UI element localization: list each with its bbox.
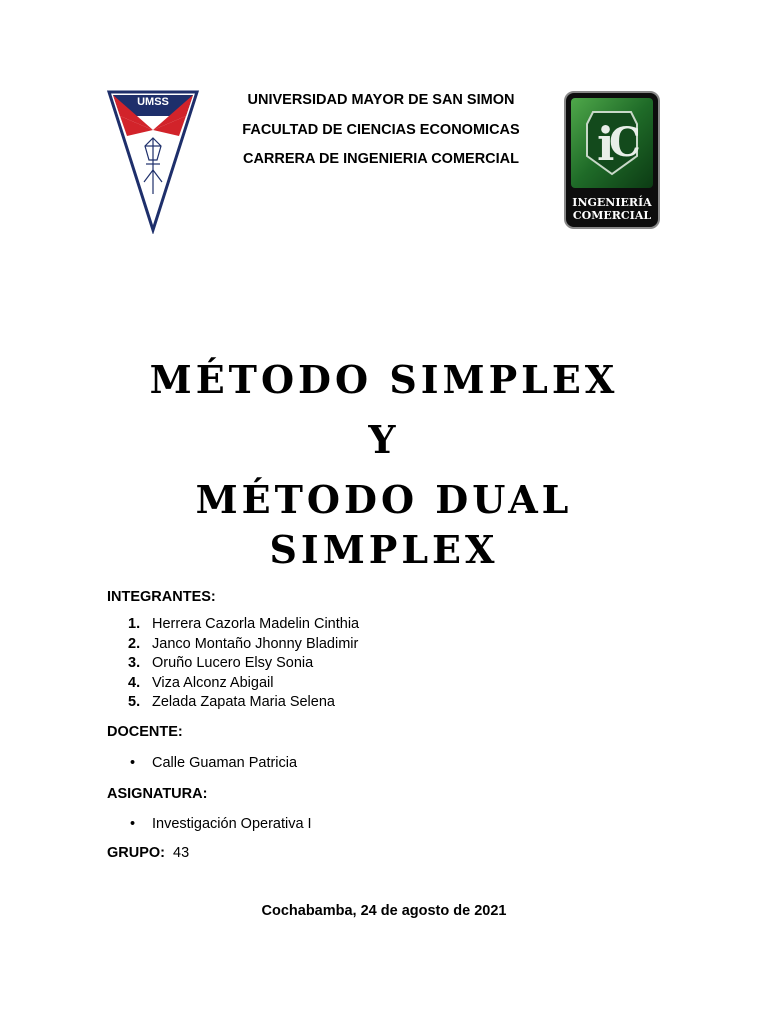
ic-logo-line1: INGENIERÍA xyxy=(572,196,652,209)
docente-label: DOCENTE: xyxy=(107,724,183,740)
list-item xyxy=(128,654,359,674)
member-name: Janco Montaño Jhonny Bladimir xyxy=(152,635,359,652)
bullet-icon: • xyxy=(130,816,136,832)
place-date: Cochabamba, 24 de agosto de 2021 xyxy=(261,903,507,919)
university-name: UNIVERSIDAD MAYOR DE SAN SIMON xyxy=(247,92,515,108)
umss-logo-text: UMSS xyxy=(137,96,169,108)
list-number: 1. xyxy=(128,616,141,632)
integrantes-list xyxy=(128,615,359,713)
asignatura-name: Investigación Operativa I xyxy=(152,816,312,832)
list-number: 2. xyxy=(128,635,141,652)
list-number: 3. xyxy=(128,655,141,672)
grupo-row xyxy=(107,845,189,861)
title-line-1: MÉTODO SIMPLEX xyxy=(149,357,619,402)
list-item xyxy=(128,693,359,713)
grupo-value: 43 xyxy=(173,845,190,861)
docente-item xyxy=(130,755,297,771)
ic-logo-line2: COMERCIAL xyxy=(572,209,652,222)
umss-logo xyxy=(106,90,200,234)
list-item xyxy=(128,635,359,655)
integrantes-label: INTEGRANTES: xyxy=(107,589,216,605)
list-number: 4. xyxy=(128,674,141,691)
list-item xyxy=(128,615,359,635)
member-name: Oruño Lucero Elsy Sonia xyxy=(152,655,314,672)
ingenieria-comercial-logo xyxy=(563,90,661,230)
header-institution xyxy=(200,90,562,179)
title-line-4: SIMPLEX xyxy=(269,527,499,572)
grupo-label: GRUPO: xyxy=(107,845,165,861)
title-line-2: Y xyxy=(368,417,400,462)
svg-text:i: i xyxy=(597,117,615,171)
list-item xyxy=(128,674,359,694)
svg-text:C: C xyxy=(609,119,641,166)
member-name: Viza Alconz Abigail xyxy=(152,674,274,691)
bullet-icon: • xyxy=(130,755,136,771)
title-line-3: MÉTODO DUAL xyxy=(195,477,573,522)
member-name: Zelada Zapata Maria Selena xyxy=(152,694,335,711)
asignatura-label: ASIGNATURA: xyxy=(107,786,208,802)
faculty-name: FACULTAD DE CIENCIAS ECONOMICAS xyxy=(242,121,520,138)
docente-name: Calle Guaman Patricia xyxy=(152,755,298,771)
career-name: CARRERA DE INGENIERIA COMERCIAL xyxy=(242,151,520,167)
asignatura-item xyxy=(130,816,312,832)
member-name: Herrera Cazorla Madelin Cinthia xyxy=(152,616,360,632)
list-number: 5. xyxy=(128,694,141,711)
